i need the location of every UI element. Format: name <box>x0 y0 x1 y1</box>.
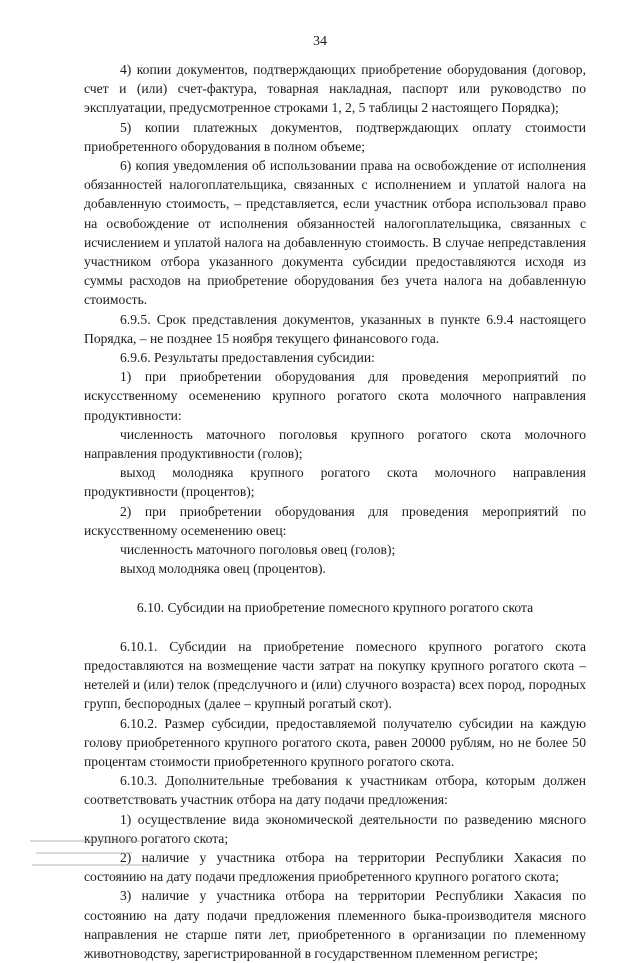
paragraph: 4) копии документов, подтверждающих приобретение оборудования (договор, счет и (или) счет-фактура, товарная накладная, паспорт или руководство по эксплуатации, предусмотренное строками 1, 2, 5 таблицы 2 настоящего Порядка); <box>84 62 586 116</box>
paragraph: выход молодняка овец (процентов). <box>120 561 326 577</box>
page-number: 34 <box>313 34 327 49</box>
paragraph: численность маточного поголовья овец (голов); <box>120 542 396 558</box>
paragraph: 2) при приобретении оборудования для проведения мероприятий по искусственному осеменению овец: <box>84 503 586 538</box>
paragraph: численность маточного поголовья крупного рогатого скота молочного направления продуктивности (голов); <box>84 426 586 462</box>
faded-stamp-mark <box>30 836 152 882</box>
section-paragraph: 6.10.1. Субсидии на приобретение помесного крупного рогатого скота предоставляются на возмещение части затрат на покупку крупного рогатого скота – нетелей и (или) телок (предслучного и (или) случного возраста) всех пород, породных групп, беспородных (далее – крупный рогатый скот). <box>84 638 586 712</box>
document-body <box>84 60 586 963</box>
section-paragraph: 6.10.2. Размер субсидии, предоставляемой получателю субсидии на каждую голову приобретенного крупного рогатого скота, равен 20000 рублям, но не более 50 процентам стоимости приобретенного крупного рогатого скота. <box>84 715 586 769</box>
section-paragraph: 2) наличие у участника отбора на территории Республики Хакасия по состоянию на дату подачи предложения приобретенного крупного рогатого скота; <box>84 849 586 885</box>
section-paragraph: 3) наличие у участника отбора на территории Республики Хакасия по состоянию на дату подачи предложения племенного быка-производителя мясного направления не старше пяти лет, приобретенного в организации по племенному животноводству, зарегистрированной в государственном племенном регистре; <box>84 888 586 961</box>
section-paragraph: 6.10.3. Дополнительные требования к участникам отбора, которым должен соответствовать участник отбора на дату подачи предложения: <box>84 773 586 808</box>
paragraph: 6.9.6. Результаты предоставления субсидии: <box>120 350 375 366</box>
paragraph: 1) при приобретении оборудования для проведения мероприятий по искусственному осеменению крупного рогатого скота молочного направления продуктивности: <box>84 369 586 423</box>
paragraph: 6.9.5. Срок представления документов, указанных в пункте 6.9.4 настоящего Порядка, – не позднее 15 ноября текущего финансового года. <box>84 311 586 346</box>
section-heading: 6.10. Субсидии на приобретение помесного крупного рогатого скота <box>136 600 534 616</box>
paragraph: 5) копии платежных документов, подтверждающих оплату стоимости приобретенного оборудования в полном объеме; <box>84 119 586 154</box>
paragraph: 6) копия уведомления об использовании права на освобождение от исполнения обязанностей налогоплательщика, связанных с исполнением и уплатой налога на добавленную стоимость, – представляется, если участник отбора использовал право на освобождение от исполнения обязанностей налогоплательщика, связанных с исчислением и уплатой налога на добавленную стоимость. В случае непредставления участником отбора указанного документа субсидии предоставляются исходя из суммы расходов на приобретение оборудования без учета налога на добавленную стоимость. <box>84 158 586 308</box>
section-paragraph: 1) осуществление вида экономической деятельности по разведению мясного крупного рогатого скота; <box>84 811 586 846</box>
paragraph: выход молодняка крупного рогатого скота молочного направления продуктивности (процентов); <box>84 465 586 500</box>
